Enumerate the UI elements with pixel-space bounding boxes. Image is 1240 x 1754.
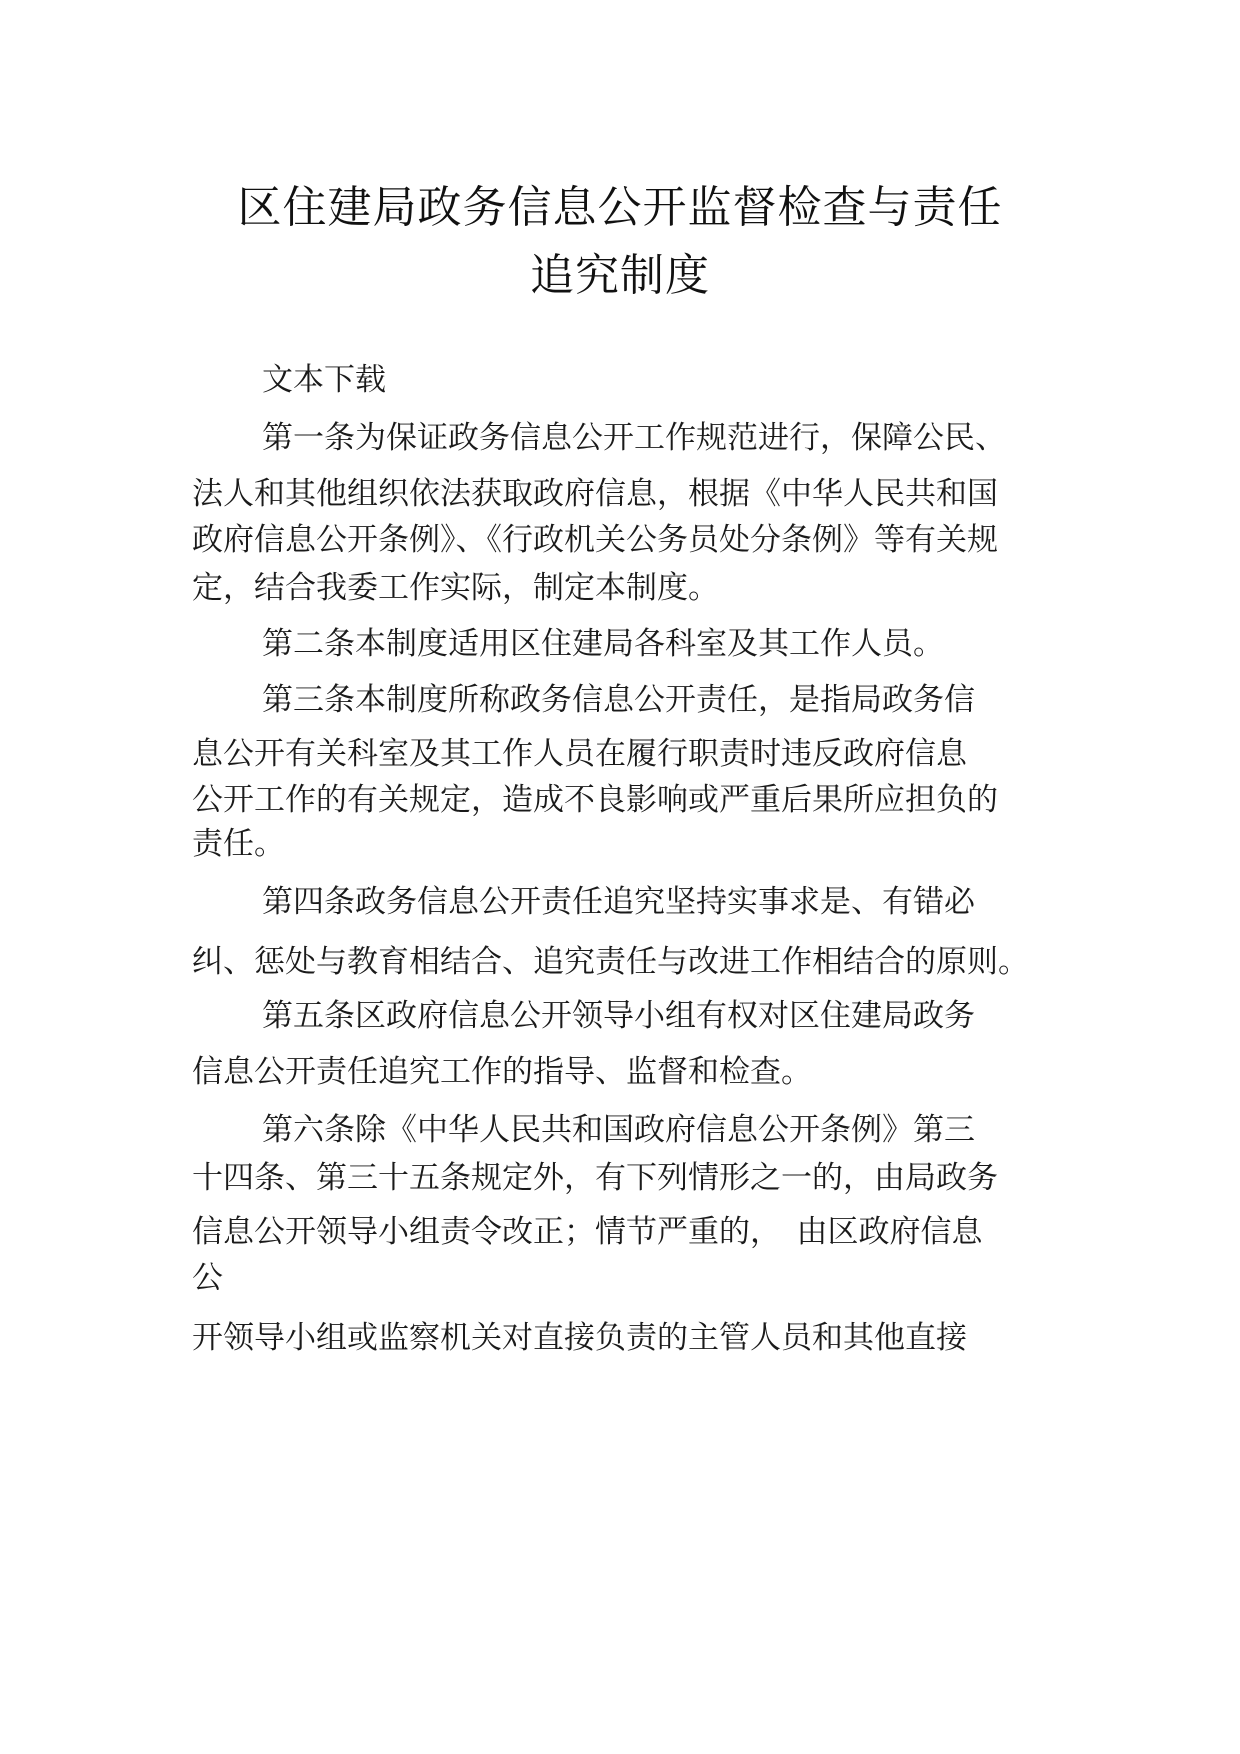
article-1-line-4: 定，结合我委工作实际，制定本制度。 <box>192 570 719 606</box>
article-1-line-1: 第一条为保证政务信息公开工作规范进行，保障公民、 <box>262 420 1006 456</box>
article-6-line-1: 第六条除《中华人民共和国政府信息公开条例》第三 <box>262 1112 975 1148</box>
article-3-line-4: 责任。 <box>192 826 285 862</box>
article-2-line-1: 第二条本制度适用区住建局各科室及其工作人员。 <box>262 626 944 662</box>
article-4-line-1: 第四条政务信息公开责任追究坚持实事求是、有错必 <box>262 884 975 920</box>
article-3-line-3: 公开工作的有关规定，造成不良影响或严重后果所应担负的 <box>192 782 998 818</box>
article-3-line-1: 第三条本制度所称政务信息公开责任，是指局政务信 <box>262 682 975 718</box>
article-6-line-4: 公 <box>192 1260 223 1296</box>
article-1-line-3: 政府信息公开条例》、《行政机关公务员处分条例》等有关规 <box>192 522 998 558</box>
article-6-line-5: 开领导小组或监察机关对直接负责的主管人员和其他直接 <box>192 1320 967 1356</box>
article-6-line-3: 信息公开领导小组责令改正；情节严重的， 由区政府信息 <box>192 1214 983 1250</box>
article-1-line-2: 法人和其他组织依法获取政府信息，根据《中华人民共和国 <box>192 476 998 512</box>
document-title-line-2: 追究制度 <box>530 250 710 301</box>
article-5-line-1: 第五条区政府信息公开领导小组有权对区住建局政务 <box>262 998 975 1034</box>
download-label[interactable]: 文本下载 <box>262 362 386 398</box>
article-5-line-2: 信息公开责任追究工作的指导、监督和检查。 <box>192 1054 812 1090</box>
article-3-line-2: 息公开有关科室及其工作人员在履行职责时违反政府信息 <box>192 736 967 772</box>
article-4-line-2: 纠、惩处与教育相结合、追究责任与改进工作相结合的原则。 <box>192 944 1029 980</box>
document-title-line-1: 区住建局政务信息公开监督检查与责任 <box>237 182 1003 233</box>
article-6-line-2: 十四条、第三十五条规定外，有下列情形之一的，由局政务 <box>192 1160 998 1196</box>
